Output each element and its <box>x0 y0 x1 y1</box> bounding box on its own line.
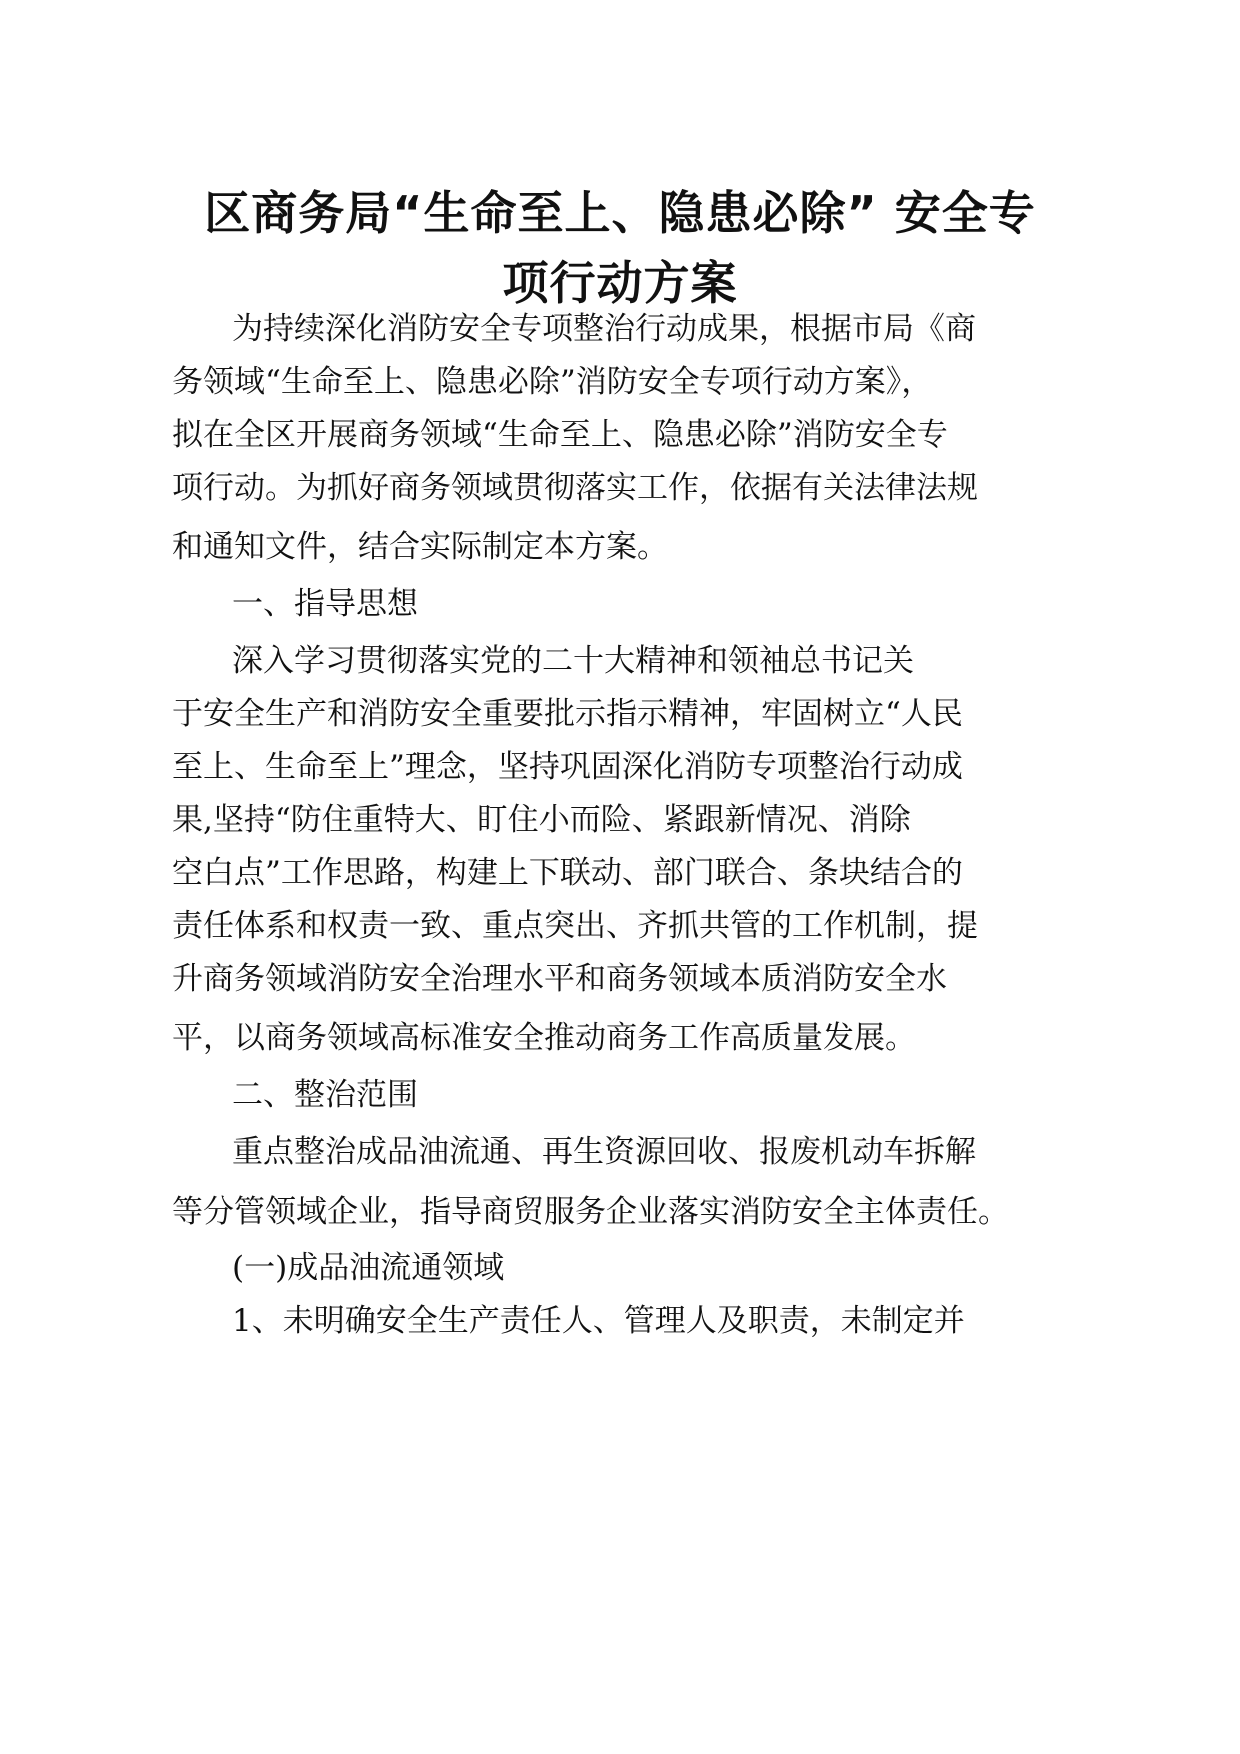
body-line-12: 升商务领域消防安全治理水平和商务领域本质消防安全水 <box>172 961 947 997</box>
body-line-5: 和通知文件，结合实际制定本方案。 <box>172 529 668 565</box>
body-line-11: 责任体系和权责一致、重点突出、齐抓共管的工作机制，提 <box>172 908 978 944</box>
body-line-3: 拟在全区开展商务领域“生命至上、隐患必除”消防安全专 <box>172 417 948 453</box>
body-line-16: 1、未明确安全生产责任人、管理人及职责，未制定并 <box>232 1303 965 1339</box>
body-line-14: 重点整治成品油流通、再生资源回收、报废机动车拆解 <box>232 1134 976 1170</box>
body-line-13: 平，以商务领域高标准安全推动商务工作高质量发展。 <box>172 1020 916 1056</box>
section-heading-1: 一、指导思想 <box>232 586 418 622</box>
body-line-4: 项行动。为抓好商务领域贯彻落实工作，依据有关法律法规 <box>172 470 978 506</box>
subsection-heading-1: (一)成品油流通领域 <box>232 1250 505 1286</box>
title-line-2: 项行动方案 <box>502 256 738 310</box>
body-line-2: 务领域“生命至上、隐患必除”消防安全专项行动方案》， <box>172 364 933 400</box>
body-line-8: 至上、生命至上”理念，坚持巩固深化消防专项整治行动成 <box>172 749 963 785</box>
body-line-1: 为持续深化消防安全专项整治行动成果，根据市局《商 <box>232 311 976 347</box>
document-title <box>160 178 1080 318</box>
body-line-10: 空白点”工作思路，构建上下联动、部门联合、条块结合的 <box>172 855 963 891</box>
body-line-6: 深入学习贯彻落实党的二十大精神和领袖总书记关 <box>232 643 914 679</box>
title-line-1: 区商务局“生命至上、隐患必除” 安全专 <box>204 186 1036 240</box>
body-line-7: 于安全生产和消防安全重要批示指示精神，牢固树立“人民 <box>172 696 963 732</box>
body-line-9: 果,坚持“防住重特大、盯住小而险、紧跟新情况、消除 <box>172 802 911 838</box>
section-heading-2: 二、整治范围 <box>232 1077 418 1113</box>
body-line-15: 等分管领域企业，指导商贸服务企业落实消防安全主体责任。 <box>172 1194 1009 1230</box>
